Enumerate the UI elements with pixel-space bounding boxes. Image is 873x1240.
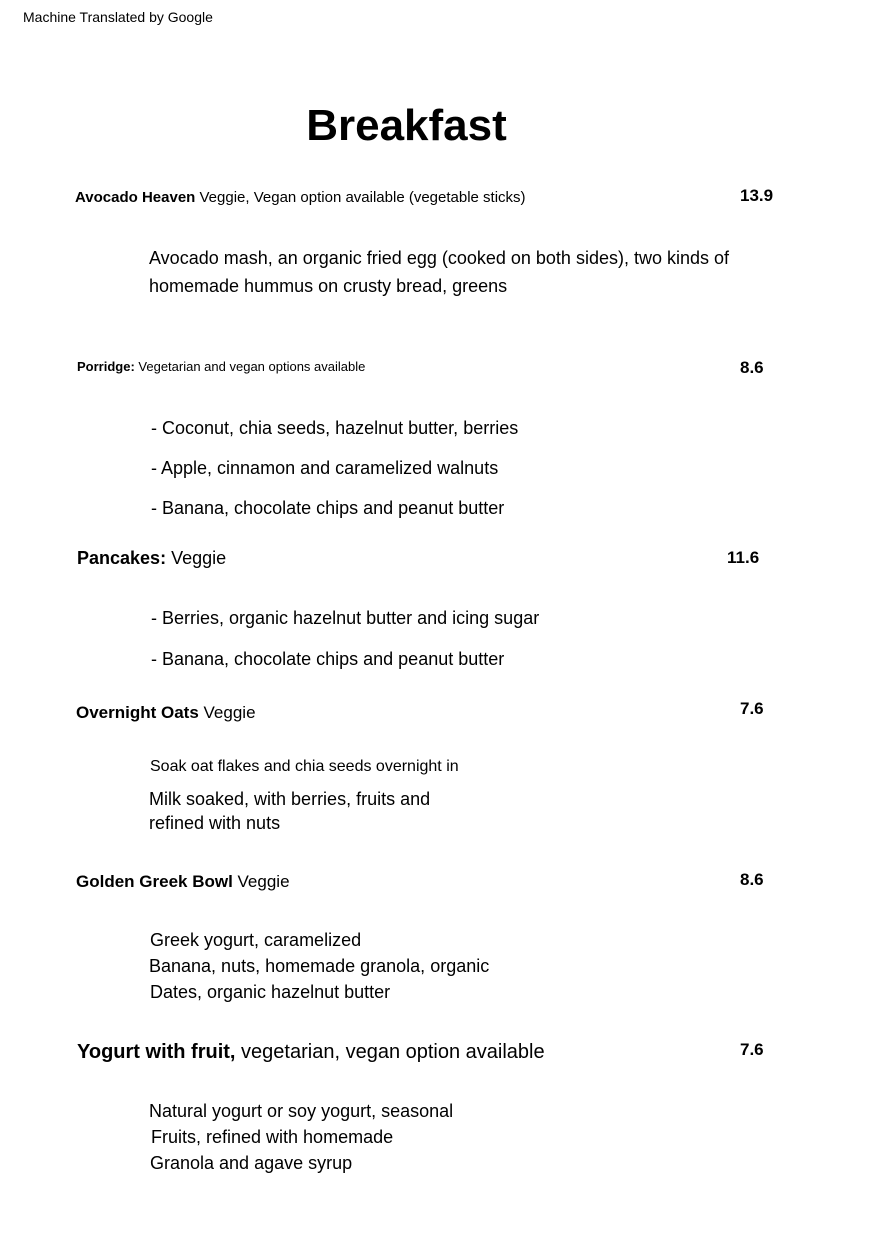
item-tags: Veggie bbox=[232, 872, 290, 891]
item-tags: Veggie bbox=[198, 703, 256, 722]
description-line: Banana, nuts, homemade granola, organic bbox=[149, 956, 490, 976]
item-tags: Veggie, Vegan option available (vegetable sticks) bbox=[195, 189, 526, 206]
description-line: Granola and agave syrup bbox=[150, 1153, 353, 1173]
description-line: - Banana, chocolate chips and peanut butter bbox=[151, 649, 505, 669]
description-line: - Apple, cinnamon and caramelized walnuts bbox=[151, 458, 499, 478]
menu-item-heading bbox=[76, 872, 290, 892]
item-name: Yogurt with fruit, bbox=[77, 1041, 236, 1063]
menu-item-heading bbox=[77, 1041, 545, 1064]
description-line: Milk soaked, with berries, fruits and bbox=[149, 789, 431, 809]
description-line: - Berries, organic hazelnut butter and icing sugar bbox=[151, 608, 540, 628]
item-price: 8.6 bbox=[740, 358, 764, 377]
item-price: 8.6 bbox=[740, 870, 764, 889]
description-line: Avocado mash, an organic fried egg (cooked on both sides), two kinds of bbox=[149, 248, 730, 268]
description-line: Soak oat flakes and chia seeds overnight in bbox=[150, 758, 459, 775]
translation-banner: Machine Translated by Google bbox=[23, 9, 213, 25]
item-name: Porridge: bbox=[77, 359, 135, 374]
description-line: - Banana, chocolate chips and peanut butter bbox=[151, 498, 505, 518]
description-line: Dates, organic hazelnut butter bbox=[150, 982, 391, 1002]
item-tags: Veggie bbox=[166, 548, 227, 568]
description-line: - Coconut, chia seeds, hazelnut butter, berries bbox=[151, 418, 519, 438]
menu-item-heading bbox=[77, 548, 226, 569]
item-price: 7.6 bbox=[740, 1040, 764, 1059]
item-description bbox=[150, 1098, 453, 1176]
item-name: Golden Greek Bowl bbox=[76, 872, 233, 891]
item-name: Pancakes: bbox=[77, 548, 167, 568]
description-line: Natural yogurt or soy yogurt, seasonal bbox=[149, 1101, 454, 1121]
item-description bbox=[150, 927, 489, 1005]
item-tags: vegetarian, vegan option available bbox=[235, 1041, 545, 1063]
item-name: Avocado Heaven bbox=[75, 189, 196, 206]
page-title: Breakfast bbox=[306, 101, 507, 150]
description-line: refined with nuts bbox=[149, 813, 281, 833]
description-line: Fruits, refined with homemade bbox=[151, 1127, 394, 1147]
description-line: homemade hummus on crusty bread, greens bbox=[149, 276, 508, 296]
description-line: Greek yogurt, caramelized bbox=[150, 930, 362, 950]
item-tags: Vegetarian and vegan options available bbox=[134, 359, 366, 374]
item-price: 7.6 bbox=[740, 699, 764, 718]
item-price: 11.6 bbox=[727, 548, 760, 567]
item-description bbox=[149, 244, 729, 300]
item-price: 13.9 bbox=[740, 186, 774, 205]
menu-item-heading bbox=[76, 703, 256, 723]
menu-item-heading bbox=[77, 359, 365, 374]
menu-item-heading bbox=[75, 189, 526, 206]
item-name: Overnight Oats bbox=[76, 703, 199, 722]
